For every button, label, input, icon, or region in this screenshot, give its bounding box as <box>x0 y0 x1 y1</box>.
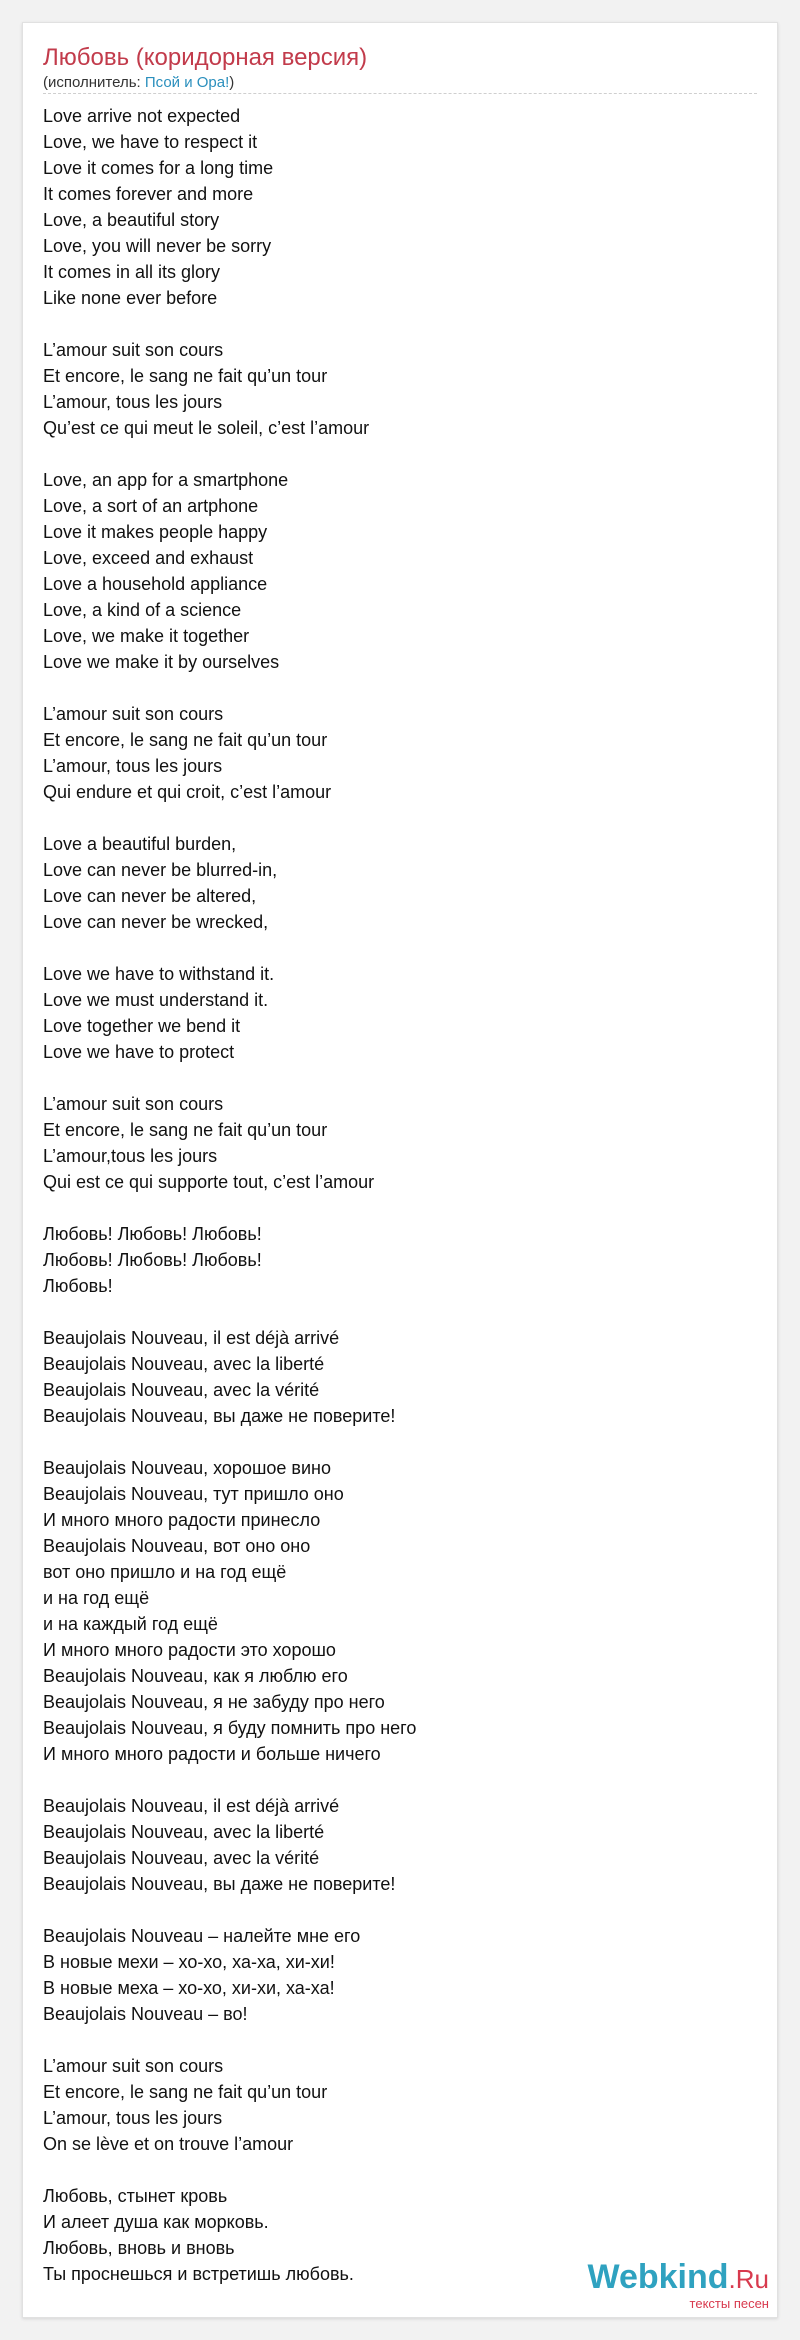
lyrics-card <box>22 22 778 2318</box>
lyric-line: Beaujolais Nouveau, я не забуду про него <box>43 1692 385 1712</box>
song-title: Любовь (коридорная версия) <box>43 44 368 71</box>
lyric-line: Beaujolais Nouveau, avec la vérité <box>43 1848 320 1868</box>
lyric-line: Love together we bend it <box>43 1016 241 1036</box>
lyric-line: Beaujolais Nouveau, вы даже не поверите! <box>43 1406 396 1426</box>
lyric-line: L’amour suit son cours <box>43 340 224 360</box>
lyrics-stanza <box>43 1923 416 2027</box>
logo-name: Webkind <box>587 2258 729 2296</box>
lyric-line: Beaujolais Nouveau, тут пришло оно <box>43 1484 344 1504</box>
lyrics-stanza <box>43 1325 416 1429</box>
lyric-line: Love we make it by ourselves <box>43 652 280 672</box>
lyric-line: Beaujolais Nouveau, я буду помнить про него <box>43 1718 417 1738</box>
lyric-line: В новые меха – хо-хо, хи-хи, ха-ха! <box>43 1978 335 1998</box>
lyric-line: Love a beautiful burden, <box>43 834 237 854</box>
lyric-line: И много много радости и больше ничего <box>43 1744 381 1764</box>
lyric-line: L’amour suit son cours <box>43 704 224 724</box>
lyric-line: Beaujolais Nouveau, вы даже не поверите! <box>43 1874 396 1894</box>
lyric-line: И алеет душа как морковь. <box>43 2212 269 2232</box>
lyric-line: Qui endure et qui croit, c’est l’amour <box>43 782 332 802</box>
lyric-line: Qu’est ce qui meut le soleil, c’est l’amour <box>43 418 370 438</box>
lyric-line: Love, exceed and exhaust <box>43 548 254 568</box>
lyric-line: И много много радости принесло <box>43 1510 321 1530</box>
lyric-line: Beaujolais Nouveau – во! <box>43 2004 248 2024</box>
lyric-line: Love, a sort of an artphone <box>43 496 259 516</box>
title-divider <box>43 93 757 94</box>
lyric-line: L’amour suit son cours <box>43 1094 224 1114</box>
lyric-line: L’amour,tous les jours <box>43 1146 218 1166</box>
lyric-line: Любовь! Любовь! Любовь! <box>43 1250 262 1270</box>
lyric-line: L’amour suit son cours <box>43 2056 224 2076</box>
lyric-line: It comes forever and more <box>43 184 254 204</box>
lyric-line: Et encore, le sang ne fait qu’un tour <box>43 2082 328 2102</box>
lyrics-stanza <box>43 337 416 441</box>
lyric-line: Любовь! Любовь! Любовь! <box>43 1224 262 1244</box>
lyric-line: Et encore, le sang ne fait qu’un tour <box>43 1120 328 1140</box>
lyric-line: Любовь, вновь и вновь <box>43 2238 235 2258</box>
lyrics-stanza <box>43 467 416 675</box>
lyric-line: L’amour, tous les jours <box>43 392 223 412</box>
lyric-line: Like none ever before <box>43 288 218 308</box>
lyric-line: L’amour, tous les jours <box>43 2108 223 2128</box>
lyrics-stanza <box>43 1793 416 1897</box>
lyrics-stanza <box>43 2053 416 2157</box>
lyrics-stanza <box>43 961 416 1065</box>
lyric-line: Love, you will never be sorry <box>43 236 272 256</box>
lyric-line: Beaujolais Nouveau, хорошое вино <box>43 1458 331 1478</box>
lyric-line: В новые мехи – хо-хо, ха-ха, хи-хи! <box>43 1952 335 1972</box>
lyric-line: Beaujolais Nouveau, как я люблю его <box>43 1666 348 1686</box>
lyric-line: Beaujolais Nouveau, il est déjà arrivé <box>43 1796 340 1816</box>
lyric-line: Love it comes for a long time <box>43 158 274 178</box>
lyric-line: Love can never be altered, <box>43 886 257 906</box>
webkind-logo[interactable] <box>587 2259 769 2311</box>
artist-suffix: ) <box>229 74 235 91</box>
artist-link[interactable]: Псой и Opa! <box>144 74 230 91</box>
lyric-line: Et encore, le sang ne fait qu’un tour <box>43 366 328 386</box>
lyric-line: Love arrive not expected <box>43 106 241 126</box>
lyric-line: Beaujolais Nouveau, il est déjà arrivé <box>43 1328 340 1348</box>
lyric-line: И много много радости это хорошо <box>43 1640 336 1660</box>
lyric-line: L’amour, tous les jours <box>43 756 223 776</box>
lyric-line: Beaujolais Nouveau, avec la liberté <box>43 1354 325 1374</box>
lyric-line: Beaujolais Nouveau, avec la liberté <box>43 1822 325 1842</box>
lyrics-stanza <box>43 1091 416 1195</box>
lyric-line: Love, an app for a smartphone <box>43 470 289 490</box>
lyric-line: On se lève et on trouve l’amour <box>43 2134 294 2154</box>
lyric-line: Love we have to withstand it. <box>43 964 275 984</box>
lyric-line: Qui est ce qui supporte tout, c’est l’amour <box>43 1172 375 1192</box>
lyrics-stanza <box>43 2183 416 2287</box>
logo-tagline: тексты песен <box>689 2296 769 2311</box>
lyric-line: Love, a beautiful story <box>43 210 220 230</box>
lyric-line: Love, a kind of a science <box>43 600 242 620</box>
lyrics-stanza <box>43 1455 416 1767</box>
artist-prefix: (исполнитель: <box>43 74 145 91</box>
lyrics-stanza <box>43 701 416 805</box>
lyric-line: и на каждый год ещё <box>43 1614 218 1634</box>
lyrics-stanza <box>43 831 416 935</box>
lyric-line: It comes in all its glory <box>43 262 221 282</box>
lyric-line: Love can never be blurred-in, <box>43 860 278 880</box>
lyric-line: Love we have to protect <box>43 1042 235 1062</box>
lyrics-body <box>43 103 416 2287</box>
lyric-line: Любовь, стынет кровь <box>43 2186 228 2206</box>
lyric-line: Beaujolais Nouveau – налейте мне его <box>43 1926 361 1946</box>
lyric-line: Ты проснешься и встретишь любовь. <box>43 2264 354 2284</box>
lyric-line: Love can never be wrecked, <box>43 912 269 932</box>
lyric-line: Love, we make it together <box>43 626 250 646</box>
lyrics-stanza <box>43 103 416 311</box>
lyric-line: Beaujolais Nouveau, avec la vérité <box>43 1380 320 1400</box>
lyric-line: и на год ещё <box>43 1588 150 1608</box>
artist-line <box>43 73 234 93</box>
lyric-line: Love a household appliance <box>43 574 268 594</box>
lyrics-stanza <box>43 1221 416 1299</box>
lyric-line: Beaujolais Nouveau, вот оно оно <box>43 1536 311 1556</box>
logo-tld: .Ru <box>728 2264 769 2294</box>
lyric-line: Love it makes people happy <box>43 522 268 542</box>
lyric-line: Love we must understand it. <box>43 990 269 1010</box>
lyric-line: Любовь! <box>43 1276 113 1296</box>
lyric-line: Et encore, le sang ne fait qu’un tour <box>43 730 328 750</box>
lyric-line: вот оно пришло и на год ещё <box>43 1562 287 1582</box>
lyric-line: Love, we have to respect it <box>43 132 258 152</box>
